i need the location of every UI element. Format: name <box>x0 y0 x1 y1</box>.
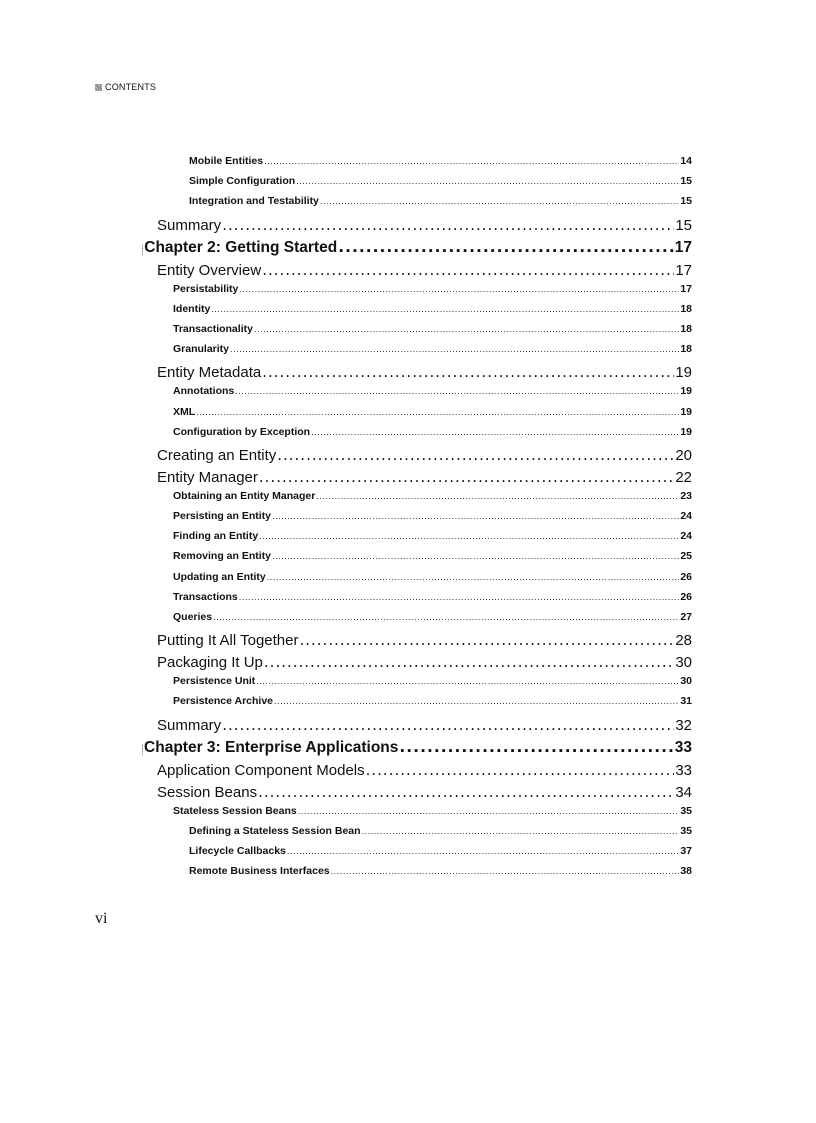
leader-dots <box>338 238 674 256</box>
toc-entry-page: 35 <box>680 824 692 837</box>
toc-entry[interactable] <box>142 426 692 446</box>
toc-entry-label: Entity Manager <box>157 468 258 486</box>
leader-dots <box>262 363 674 381</box>
toc-entry-page: 35 <box>680 804 692 817</box>
toc-entry[interactable] <box>142 611 692 631</box>
toc-entry-label: Session Beans <box>157 783 258 801</box>
toc-entry[interactable] <box>142 825 692 845</box>
toc-entry-label: Entity Metadata <box>157 364 262 382</box>
toc-entry[interactable] <box>142 468 692 490</box>
leader-dots <box>362 827 680 836</box>
leader-dots <box>298 807 680 816</box>
toc-entry[interactable] <box>142 761 692 783</box>
toc-entry-label: Annotations <box>173 385 235 398</box>
toc-entry-page: 17 <box>680 282 692 295</box>
chapter-marker-icon <box>142 244 143 255</box>
toc-entry-label: Lifecycle Callbacks <box>189 844 286 857</box>
toc-entry[interactable] <box>142 175 692 195</box>
toc-entry-label: Finding an Entity <box>173 530 259 543</box>
toc-entry[interactable] <box>142 261 692 283</box>
leader-dots <box>254 325 679 334</box>
toc-entry[interactable] <box>142 446 692 468</box>
toc-entry[interactable] <box>142 783 692 805</box>
toc-entry-page: 33 <box>674 738 692 756</box>
toc-entry-label: Putting It All Together <box>157 632 299 650</box>
leader-dots <box>264 653 674 671</box>
toc-entry-page: 19 <box>675 364 692 382</box>
toc-entry-page: 15 <box>675 216 692 234</box>
toc-entry[interactable] <box>142 571 692 591</box>
leader-dots <box>296 177 679 186</box>
toc-entry-label: Persistence Unit <box>173 675 256 688</box>
leader-dots <box>320 197 679 206</box>
toc-entry-label: Removing an Entity <box>173 550 272 563</box>
toc-entry-page: 15 <box>680 175 692 188</box>
toc-entry-page: 28 <box>675 632 692 650</box>
toc-entry-label: Obtaining an Entity Manager <box>173 489 316 502</box>
toc-entry[interactable] <box>142 510 692 530</box>
toc-entry[interactable] <box>142 343 692 363</box>
toc-entry-label: Identity <box>173 302 211 315</box>
toc-entry-label: Updating an Entity <box>173 570 266 583</box>
toc-entry-page: 33 <box>675 761 692 779</box>
table-of-contents <box>142 155 692 885</box>
toc-entry-label: Simple Configuration <box>189 175 296 188</box>
toc-entry-label: Summary <box>157 716 222 734</box>
leader-dots <box>213 613 679 622</box>
leader-dots <box>222 716 674 734</box>
toc-entry-label: Chapter 2: Getting Started <box>144 238 338 256</box>
leader-dots <box>366 761 675 779</box>
leader-dots <box>331 867 680 876</box>
toc-entry-page: 18 <box>680 343 692 356</box>
toc-entry-page: 19 <box>680 385 692 398</box>
toc-entry-label: Summary <box>157 216 222 234</box>
toc-entry[interactable] <box>142 490 692 510</box>
toc-entry-label: Integration and Testability <box>189 195 319 208</box>
leader-dots <box>299 631 674 649</box>
toc-entry-page: 18 <box>680 302 692 315</box>
toc-entry-page: 24 <box>680 510 692 523</box>
toc-entry-page: 14 <box>680 155 692 167</box>
toc-entry-page: 26 <box>680 570 692 583</box>
page-number: vi <box>95 910 108 927</box>
toc-entry-page: 25 <box>680 550 692 563</box>
toc-entry[interactable] <box>142 845 692 865</box>
toc-entry[interactable] <box>142 550 692 570</box>
leader-dots <box>311 428 679 437</box>
toc-entry-page: 23 <box>680 489 692 502</box>
leader-dots <box>259 468 674 486</box>
toc-entry[interactable] <box>142 216 692 238</box>
toc-entry[interactable] <box>142 323 692 343</box>
leader-dots <box>287 847 679 856</box>
toc-entry[interactable] <box>142 238 692 261</box>
toc-entry-label: Transactionality <box>173 322 253 335</box>
toc-entry-page: 19 <box>680 425 692 438</box>
toc-entry-page: 30 <box>675 654 692 672</box>
toc-entry[interactable] <box>142 591 692 611</box>
leader-dots <box>239 285 679 294</box>
leader-dots <box>272 552 679 561</box>
leader-dots <box>267 573 680 582</box>
toc-entry[interactable] <box>142 653 692 675</box>
toc-entry-page: 30 <box>680 675 692 688</box>
toc-entry[interactable] <box>142 805 692 825</box>
toc-entry[interactable] <box>142 155 692 175</box>
toc-entry-label: Configuration by Exception <box>173 425 311 438</box>
leader-dots <box>399 738 673 756</box>
toc-entry-page: 15 <box>680 195 692 208</box>
toc-entry[interactable] <box>142 303 692 323</box>
toc-entry[interactable] <box>142 631 692 653</box>
toc-entry[interactable] <box>142 716 692 738</box>
toc-entry-label: Remote Business Interfaces <box>189 865 330 878</box>
square-bullet-icon <box>95 84 102 91</box>
chapter-marker-icon <box>142 744 143 755</box>
toc-entry-label: Mobile Entities <box>189 155 264 167</box>
toc-entry-page: 26 <box>680 590 692 603</box>
leader-dots <box>235 387 679 396</box>
leader-dots <box>264 157 679 166</box>
toc-entry-page: 27 <box>680 611 692 623</box>
toc-entry-page: 19 <box>680 405 692 418</box>
toc-entry[interactable] <box>142 695 692 715</box>
toc-entry-label: Creating an Entity <box>157 446 277 464</box>
toc-entry-label: Packaging It Up <box>157 654 263 672</box>
toc-entry-page: 24 <box>680 530 692 543</box>
running-title: CONTENTS <box>105 82 157 92</box>
leader-dots <box>211 305 679 314</box>
toc-entry-page: 18 <box>680 322 692 335</box>
toc-entry-page: 31 <box>680 695 692 708</box>
toc-entry[interactable] <box>142 363 692 385</box>
toc-entry-page: 37 <box>680 844 692 857</box>
toc-entry-page: 20 <box>675 446 692 464</box>
toc-entry-label: Granularity <box>173 343 230 356</box>
toc-entry-label: Defining a Stateless Session Bean <box>189 824 361 837</box>
toc-entry-label: Chapter 3: Enterprise Applications <box>144 738 399 756</box>
toc-entry[interactable] <box>142 283 692 303</box>
leader-dots <box>272 512 679 521</box>
toc-entry-page: 22 <box>675 468 692 486</box>
toc-entry-label: Stateless Session Beans <box>173 804 297 817</box>
toc-entry-label: Application Component Models <box>157 761 365 779</box>
toc-entry[interactable] <box>142 406 692 426</box>
toc-entry-page: 38 <box>680 865 692 878</box>
leader-dots <box>259 532 679 541</box>
toc-entry[interactable] <box>142 530 692 550</box>
leader-dots <box>196 408 679 417</box>
toc-entry-label: Transactions <box>173 590 238 603</box>
toc-entry-label: Queries <box>173 611 213 623</box>
toc-entry[interactable] <box>142 865 692 885</box>
leader-dots <box>274 697 679 706</box>
toc-entry-page: 34 <box>675 783 692 801</box>
running-header <box>95 82 156 92</box>
toc-entry-label: Persistence Archive <box>173 695 274 708</box>
toc-entry-page: 17 <box>674 238 692 256</box>
leader-dots <box>262 261 674 279</box>
toc-entry[interactable] <box>142 195 692 215</box>
toc-entry-label: Entity Overview <box>157 261 262 279</box>
leader-dots <box>230 345 679 354</box>
leader-dots <box>258 783 674 801</box>
toc-entry[interactable] <box>142 738 692 761</box>
leader-dots <box>256 677 679 686</box>
toc-entry-label: Persisting an Entity <box>173 510 272 523</box>
toc-entry[interactable] <box>142 675 692 695</box>
toc-entry-label: XML <box>173 405 196 418</box>
toc-entry[interactable] <box>142 385 692 405</box>
leader-dots <box>316 492 679 501</box>
leader-dots <box>277 446 674 464</box>
toc-entry-page: 32 <box>675 716 692 734</box>
toc-entry-label: Persistability <box>173 282 239 295</box>
toc-entry-page: 17 <box>675 261 692 279</box>
leader-dots <box>239 593 680 602</box>
leader-dots <box>222 216 674 234</box>
